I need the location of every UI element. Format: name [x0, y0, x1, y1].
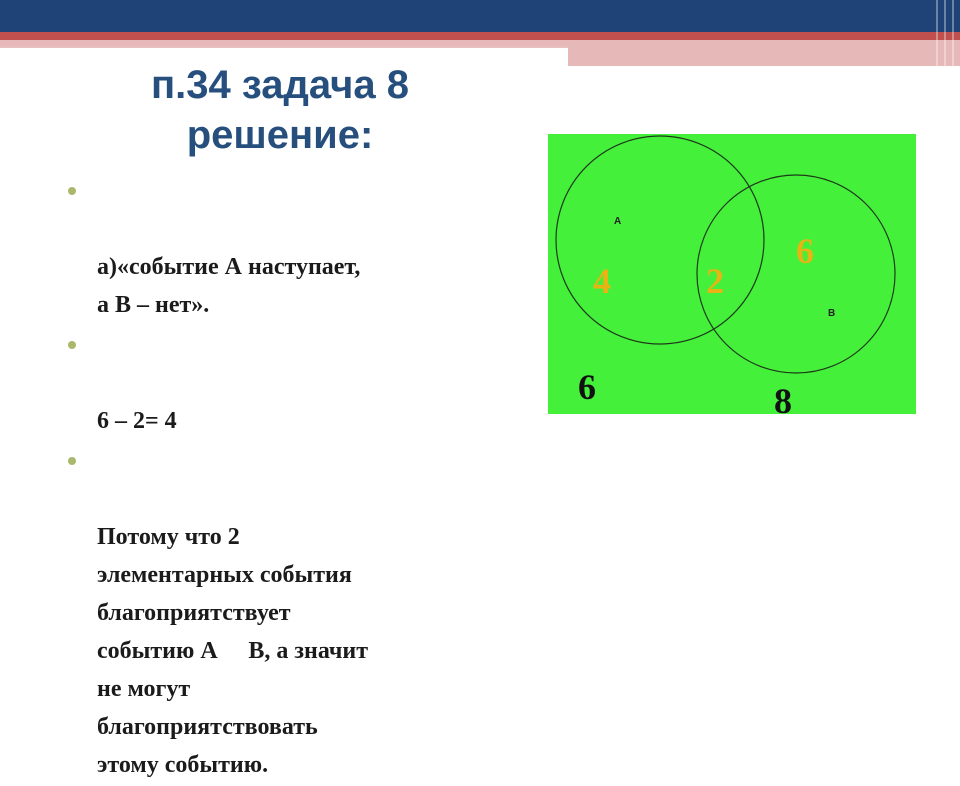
bullet-dot-icon — [68, 457, 76, 465]
venn-diagram — [548, 134, 916, 414]
bullet-dot-icon — [68, 341, 76, 349]
bullet-item — [68, 326, 478, 440]
bullet-item — [68, 442, 478, 784]
bullet-dot-icon — [68, 187, 76, 195]
total-b-count: 8 — [774, 381, 792, 421]
slide-title — [70, 60, 490, 160]
bullet-list — [68, 172, 478, 786]
top-band-thin — [0, 46, 568, 48]
total-a-count: 6 — [578, 367, 596, 407]
circle-b — [697, 175, 895, 373]
set-a-label: А — [614, 216, 622, 227]
bullet-text: 6 – 2= 4 — [97, 408, 177, 434]
bullet-text: Потому что 2 элементарных события благоприятствует событию А В, а значит не могут благоприятствовать этому событию. — [97, 524, 352, 778]
circle-a — [556, 136, 764, 344]
top-band-pink-right — [568, 40, 960, 66]
bullet-item — [68, 172, 478, 324]
only-b-count: 6 — [796, 231, 814, 271]
intersection-count: 2 — [706, 261, 724, 301]
top-band-dark — [0, 0, 960, 32]
slide-title-line1: п.34 задача 8 — [151, 63, 409, 107]
only-a-count: 4 — [593, 261, 611, 301]
top-band-red — [0, 32, 960, 40]
top-band-decor-lines — [930, 0, 960, 66]
set-b-label: В — [828, 308, 836, 319]
slide-title-line2: решение: — [186, 113, 374, 157]
bullet-text: а)«событие А наступает, а В – нет». — [97, 254, 361, 318]
